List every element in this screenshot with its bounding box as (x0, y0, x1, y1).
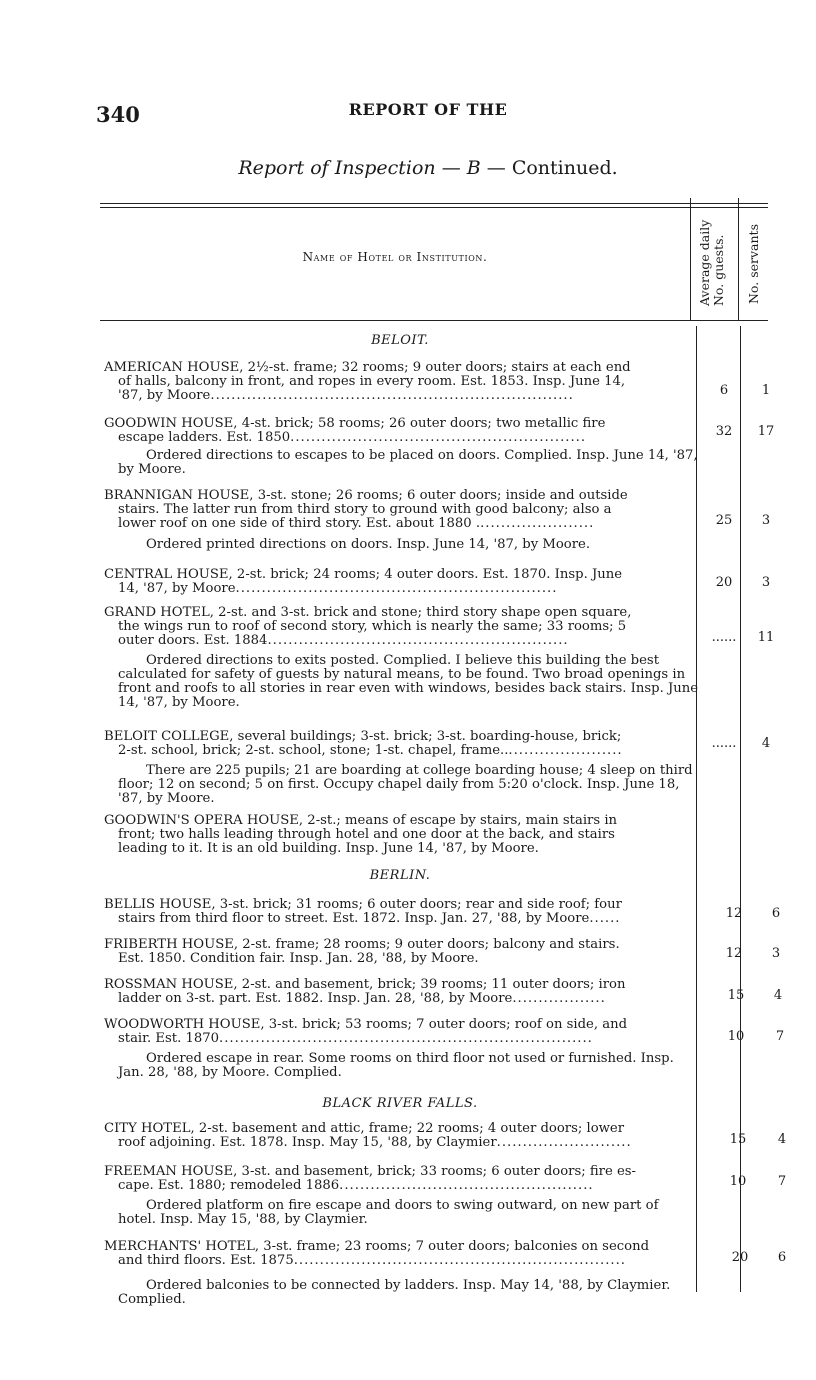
entry-line: stairs from third floor to street. Est. 1872. Insp. Jan. 27, '88, by Moore (118, 911, 590, 926)
servants-value: 7 (775, 1029, 785, 1044)
entry-line: lower roof on one side of third story. Est. about 1880 . (118, 516, 481, 531)
title-suffix: — Continued. (480, 157, 618, 179)
section-heading: BELOIT. (371, 333, 429, 348)
dot-leader: ......................................................... (290, 430, 587, 445)
table-row (104, 1018, 696, 1046)
title-prefix: Report of Inspection (238, 157, 436, 179)
guests-value: 12 (725, 906, 743, 921)
table-row (104, 361, 696, 403)
entry-line: the wings run to roof of second story, which is nearly the same; 33 rooms; 5 (118, 619, 627, 634)
guests-header-line2: No. guests. (711, 234, 726, 306)
column-header-servants (747, 224, 761, 304)
header-top-rule-2 (100, 207, 768, 208)
dot-leader: ...... (589, 911, 621, 926)
entry-line: 14, '87, by Moore (118, 581, 236, 596)
table-row (104, 417, 696, 445)
entry-line: BRANNIGAN HOUSE, 3-st. stone; 26 rooms; 6 outer doors; inside and outside (104, 488, 628, 503)
entry-line: AMERICAN HOUSE, 2½-st. frame; 32 rooms; 9 outer doors; stairs at each end (104, 360, 631, 375)
table-row (104, 978, 696, 1006)
servants-value: 6 (771, 906, 781, 921)
column-header-name: Name of Hotel or Institution. (302, 250, 488, 264)
guests-value: ...... (711, 736, 737, 751)
guests-value: 32 (715, 424, 733, 439)
section-heading: BLACK RIVER FALLS. (322, 1096, 478, 1111)
header-divider-1 (690, 198, 691, 320)
dot-leader: .......................................................... (267, 633, 569, 648)
entry-line: CITY HOTEL, 2-st. basement and attic, frame; 22 rooms; 4 outer doors; lower (104, 1121, 625, 1136)
servants-value: 11 (757, 630, 775, 645)
page-number: 340 (96, 102, 140, 127)
servants-value: 4 (773, 988, 783, 1003)
entry-line: GRAND HOTEL, 2-st. and 3-st. brick and stone; third story shape open square, (104, 605, 632, 620)
dot-leader: ...................... (508, 743, 623, 758)
entry-line: outer doors. Est. 1884 (118, 633, 268, 648)
guests-value: 20 (715, 575, 733, 590)
dot-leader: .......................... (496, 1135, 632, 1150)
header-bottom-rule (100, 320, 768, 321)
entry-note: There are 225 pupils; 21 are boarding at college boarding house; 4 sleep on third floor; 12 on second; 5 on first. Occupy chapel daily from 5:20 o'clock. Insp. June 18, '87, by Moore. (118, 763, 693, 806)
column-header-guests (698, 220, 726, 306)
guests-value: 12 (725, 946, 743, 961)
guests-value: 15 (729, 1132, 747, 1147)
entry-note: Ordered balconies to be connected by ladders. Insp. May 14, '88, by Claymier. Complied. (118, 1278, 671, 1307)
entry-line: CENTRAL HOUSE, 2-st. brick; 24 rooms; 4 outer doors. Est. 1870. Insp. June (104, 567, 623, 582)
entry-line: FRIBERTH HOUSE, 2-st. frame; 28 rooms; 9 outer doors; balcony and stairs. (104, 937, 620, 952)
servants-header: No. servants (746, 224, 761, 304)
entry-line: BELOIT COLLEGE, several buildings; 3-st. brick; 3-st. boarding-house, brick; (104, 729, 622, 744)
entry-line: ROSSMAN HOUSE, 2-st. and basement, brick; 39 rooms; 11 outer doors; iron (104, 977, 626, 992)
guests-value: 25 (715, 513, 733, 528)
table-row (104, 606, 696, 648)
dot-leader: .................. (512, 991, 606, 1006)
entry-note: Ordered printed directions on doors. Insp. June 14, '87, by Moore. (146, 537, 591, 552)
entry-note: Ordered directions to exits posted. Complied. I believe this building the best calculated for safety of guests by natural means, to be found. Two broad openings in front and roofs to all stories in rear even with windows, besides back stairs. Insp. June 14, '87, by Moore. (118, 653, 699, 710)
guests-value: 20 (731, 1250, 749, 1265)
entry-line: WOODWORTH HOUSE, 3-st. brick; 53 rooms; 7 outer doors; roof on side, and (104, 1017, 628, 1032)
entry-line: stairs. The latter run from third story to ground with good balcony; also a (118, 502, 612, 517)
entry-line: stair. Est. 1870 (118, 1031, 220, 1046)
table-row (104, 568, 696, 596)
entry-line: '87, by Moore (118, 388, 211, 403)
table-row (104, 814, 696, 856)
table-title (0, 157, 816, 179)
dot-leader: ...................................................................... (210, 388, 574, 403)
header-top-rule-1 (100, 203, 768, 204)
table-row (104, 1122, 696, 1150)
servants-value: 7 (777, 1174, 787, 1189)
entry-line: ladder on 3-st. part. Est. 1882. Insp. Jan. 28, '88, by Moore (118, 991, 513, 1006)
entry-line: front; two halls leading through hotel and one door at the back, and stairs (118, 827, 615, 842)
entry-line: and third floors. Est. 1875 (118, 1253, 294, 1268)
entry-line: roof adjoining. Est. 1878. Insp. May 15, '88, by Claymier (118, 1135, 497, 1150)
entry-line: cape. Est. 1880; remodeled 1886 (118, 1178, 340, 1193)
entry-line: GOODWIN'S OPERA HOUSE, 2-st.; means of escape by stairs, main stairs in (104, 813, 618, 828)
servants-value: 4 (777, 1132, 787, 1147)
servants-value: 6 (777, 1250, 787, 1265)
guests-value: 6 (719, 383, 729, 398)
entry-line: leading to it. It is an old building. Insp. June 14, '87, by Moore. (118, 841, 539, 856)
guests-value: 10 (727, 1029, 745, 1044)
running-head: REPORT OF THE (348, 100, 508, 119)
entry-line: of halls, balcony in front, and ropes in every room. Est. 1853. Insp. June 14, (118, 374, 626, 389)
servants-value: 4 (761, 736, 771, 751)
entry-line: MERCHANTS' HOTEL, 3-st. frame; 23 rooms; 7 outer doors; balconies on second (104, 1239, 650, 1254)
dot-leader: ........................................................................ (219, 1031, 593, 1046)
entry-line: BELLIS HOUSE, 3-st. brick; 31 rooms; 6 outer doors; rear and side roof; four (104, 897, 622, 912)
servants-value: 3 (761, 513, 771, 528)
entry-line: FREEMAN HOUSE, 3-st. and basement, brick; 33 rooms; 6 outer doors; fire es- (104, 1164, 637, 1179)
servants-value: 3 (761, 575, 771, 590)
entry-note: Ordered escape in rear. Some rooms on third floor not used or furnished. Insp. Jan. 28, '88, by Moore. Complied. (118, 1051, 674, 1080)
table-row (104, 1240, 696, 1268)
guests-value: 10 (729, 1174, 747, 1189)
dot-leader: ...................... (480, 516, 595, 531)
guests-header-line1: Average daily (697, 219, 712, 306)
table-row (104, 730, 696, 758)
title-b: B (466, 157, 481, 179)
dot-leader: .............................................................. (235, 581, 558, 596)
entry-note: Ordered directions to escapes to be placed on doors. Complied. Insp. June 14, '87, by Moore. (118, 448, 698, 477)
guests-value: 15 (727, 988, 745, 1003)
title-dash: — (435, 157, 467, 179)
guests-value: ...... (711, 630, 737, 645)
servants-value: 1 (761, 383, 771, 398)
entry-note: Ordered platform on fire escape and doors to swing outward, on new part of hotel. Insp. May 15, '88, by Claymier. (118, 1198, 659, 1227)
table-row (104, 489, 696, 531)
header-divider-2 (738, 198, 739, 320)
entry-line: Est. 1850. Condition fair. Insp. Jan. 28, '88, by Moore. (118, 951, 479, 966)
dot-leader: ................................................................ (293, 1253, 627, 1268)
entry-line: GOODWIN HOUSE, 4-st. brick; 58 rooms; 26 outer doors; two metallic fire (104, 416, 606, 431)
servants-value: 3 (771, 946, 781, 961)
entry-line: escape ladders. Est. 1850 (118, 430, 291, 445)
entry-line: 2-st. school, brick; 2-st. school, stone; 1-st. chapel, frame.. (118, 743, 509, 758)
table-row (104, 938, 696, 966)
dot-leader: ................................................. (339, 1178, 594, 1193)
table-row (104, 898, 696, 926)
servants-value: 17 (757, 424, 775, 439)
body-divider-2 (740, 326, 741, 1292)
section-heading: BERLIN. (369, 868, 431, 883)
table-row (104, 1165, 696, 1193)
